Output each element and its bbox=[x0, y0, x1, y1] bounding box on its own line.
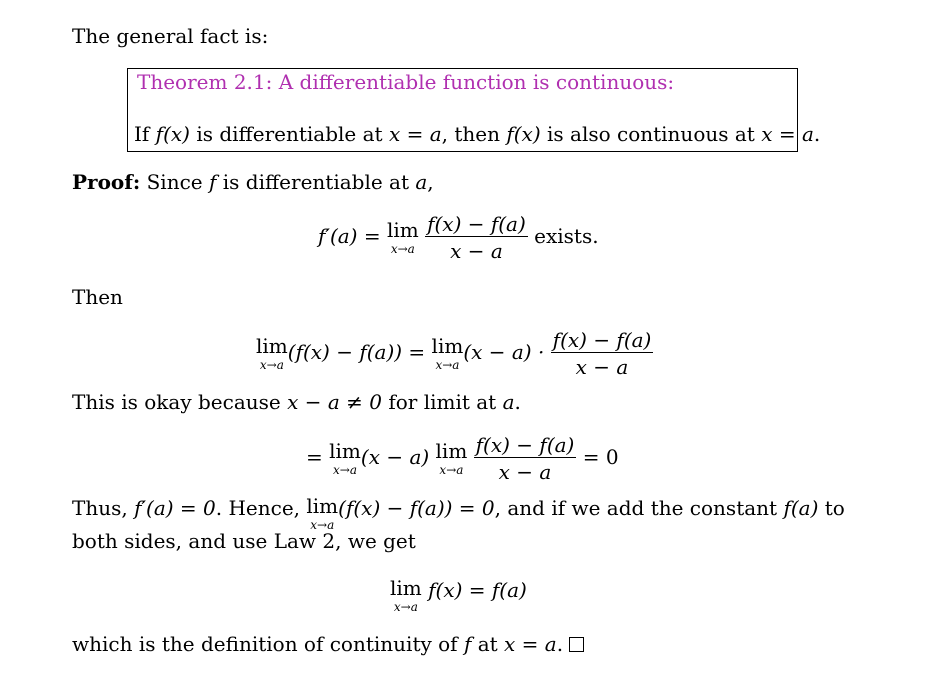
okay-text: This is okay because x − a ≠ 0 for limit at a. bbox=[72, 390, 521, 414]
limit-operator: lim x→a bbox=[256, 334, 288, 372]
qed-square-icon bbox=[569, 637, 584, 652]
equation-limit-product: lim x→a (f(x) − f(a)) = lim x→a (x − a) · $\frac{f(x) - f(a)}{x - a}$ bbox=[256, 328, 652, 379]
proof-line: Proof: Since f is differentiable at a, bbox=[72, 170, 434, 194]
difference-quotient: $\frac{f(x) - f(a)}{x - a}$ bbox=[427, 212, 526, 263]
difference-quotient: $\frac{f(x) - f(a)}{x - a}$ bbox=[475, 433, 575, 484]
conclusion-text: which is the definition of continuity of f at x = a. bbox=[72, 632, 584, 656]
equation-continuity: lim x→a f(x) = f(a) bbox=[390, 576, 527, 614]
equation-limit-zero: = lim x→a (x − a) lim x→a $\frac{f(x) - f(a)}{x - a}$ = 0 bbox=[306, 433, 619, 484]
limit-operator: lim x→a bbox=[306, 494, 339, 532]
then-text: Then bbox=[72, 285, 123, 309]
proof-label: Proof: bbox=[72, 170, 141, 194]
limit-operator: lim x→a bbox=[431, 334, 464, 372]
equation-derivative: f′(a) = lim x→a $\frac{f(x) - f(a)}{x - a}$ exists. bbox=[318, 212, 599, 263]
theorem-title: Theorem 2.1: A differentiable function is continuous: bbox=[137, 70, 675, 94]
limit-operator: lim x→a bbox=[435, 439, 468, 477]
difference-quotient: $\frac{f(x) - f(a)}{x - a}$ bbox=[552, 328, 652, 379]
thus-text-line2: both sides, and use Law 2, we get bbox=[72, 529, 416, 553]
theorem-statement: If f(x) is differentiable at x = a, then f(x) is also continuous at x = a. bbox=[134, 122, 821, 146]
intro-text: The general fact is: bbox=[72, 24, 269, 48]
thus-text: Thus, f′(a) = 0. Hence, lim x→a (f(x) − f(a)) = 0, and if we add the constant f(a) to bbox=[72, 494, 845, 532]
limit-operator: lim x→a bbox=[386, 218, 419, 256]
limit-operator: lim x→a bbox=[390, 576, 422, 614]
limit-operator: lim x→a bbox=[329, 439, 361, 477]
